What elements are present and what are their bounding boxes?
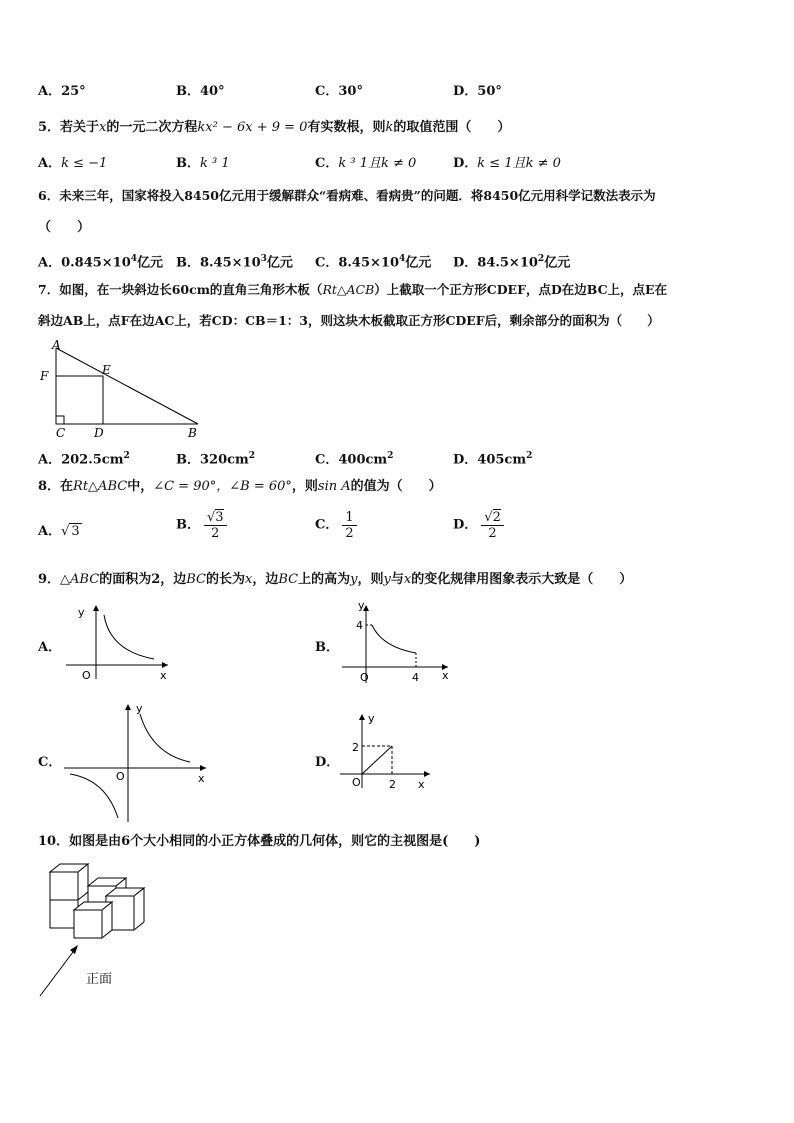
q4-option-b: B．40° (176, 84, 225, 99)
q6-option-c: C．$8.45\times 10^4$亿元 (315, 254, 432, 271)
q5-option-d: D．k ≤ 1且k ≠ 0 (453, 156, 561, 171)
q8-stem: 8．在Rt△ABC中，∠C = 90°，∠B = 60°，则sin A的值为（ ） (38, 479, 442, 494)
q9-option-a-label: A． (38, 640, 62, 655)
q9-option-b-label: B． (315, 640, 339, 655)
q10-front-label: 正面 (86, 972, 113, 987)
q6-stem-line2: （ ） (38, 220, 91, 235)
q5-option-b: B．k ³ 1 (176, 156, 230, 171)
svg-text:4: 4 (356, 619, 363, 632)
label-C: C (56, 426, 66, 440)
svg-text:O: O (360, 671, 369, 684)
q8-option-d: D． $\frac{√2}{2}$ (453, 510, 504, 541)
q6-option-a: A．$0.845\times 10^4$亿元 (38, 254, 164, 271)
q6-option-b: B．$8.45\times 10^3$亿元 (176, 254, 293, 271)
q4-option-c: C．30° (315, 84, 363, 99)
label-F: F (40, 369, 49, 383)
svg-text:x: x (442, 669, 449, 682)
q9-graph-c (62, 700, 210, 824)
q9-option-c-label: C． (38, 755, 62, 770)
q10-stem: 10．如图是由6个大小相同的小正方体叠成的几何体，则它的主视图是( ) (38, 834, 481, 849)
svg-text:x: x (418, 778, 425, 791)
q5-option-a: A．k ≤ −1 (38, 156, 108, 171)
svg-text:O: O (352, 776, 361, 789)
q7-option-c: C．$400cm^2$ (315, 451, 394, 468)
q7-option-d: D．$405cm^2$ (453, 451, 533, 468)
label-B: B (188, 426, 197, 440)
svg-text:y: y (136, 702, 143, 715)
svg-text:O: O (82, 669, 91, 681)
q4-option-a: A．25° (38, 84, 86, 99)
q8-option-a: A．√ 3 (38, 524, 80, 539)
q8-option-b: B． $\frac{√3}{2}$ (176, 510, 227, 541)
svg-text:x: x (160, 669, 167, 681)
q9-graph-b (338, 603, 454, 685)
q5-stem: 5．若关于x的一元二次方程kx² − 6x + 9 = 0有实数根，则k的取值范围（ ） (38, 120, 511, 135)
q7-stem-line2: 斜边AB上，点F在边AC上，若CD：CB＝1：3，则这块木板截取正方形CDEF后，剩余部分的面积为（ ） (38, 313, 660, 328)
svg-text:4: 4 (412, 671, 419, 684)
q7-stem-line1: 7．如图，在一块斜边长60cm的直角三角形木板（Rt△ACB）上截取一个正方形CDEF，点D在边BC上，点E在 (38, 282, 668, 297)
svg-text:2: 2 (389, 778, 396, 791)
q9-option-d-label: D． (315, 755, 340, 770)
svg-text:O: O (116, 770, 125, 783)
q9-graph-d (338, 712, 434, 792)
q7-option-b: B．$320cm^2$ (176, 451, 256, 468)
label-D: D (94, 426, 104, 440)
q6-option-d: D．$84.5\times 10^2$亿元 (453, 254, 571, 271)
label-A: A (52, 338, 61, 352)
svg-text:x: x (198, 772, 205, 785)
svg-text:y: y (358, 603, 365, 612)
q9-graph-a (62, 603, 172, 681)
q4-option-d: D．50° (453, 84, 502, 99)
q9-stem: 9．△ABC的面积为2，边BC的长为x，边BC上的高为y，则y与x的变化规律用图象表示大致是（ ） (38, 572, 633, 587)
q8-option-c: C． $\frac{1}{2}$ (315, 510, 357, 541)
q5-option-c: C．k ³ 1且k ≠ 0 (315, 156, 417, 171)
q7-option-a: A．$202.5cm^2$ (38, 451, 130, 468)
svg-text:y: y (368, 712, 375, 725)
q7-triangle-figure (38, 338, 208, 442)
svg-text:2: 2 (352, 741, 359, 754)
label-E: E (102, 363, 111, 377)
svg-text:y: y (78, 606, 85, 619)
q6-stem-line1: 6．未来三年，国家将投入8450亿元用于缓解群众“看病难、看病贵”的问题．将8450亿元用科学记数法表示为 (38, 188, 656, 203)
